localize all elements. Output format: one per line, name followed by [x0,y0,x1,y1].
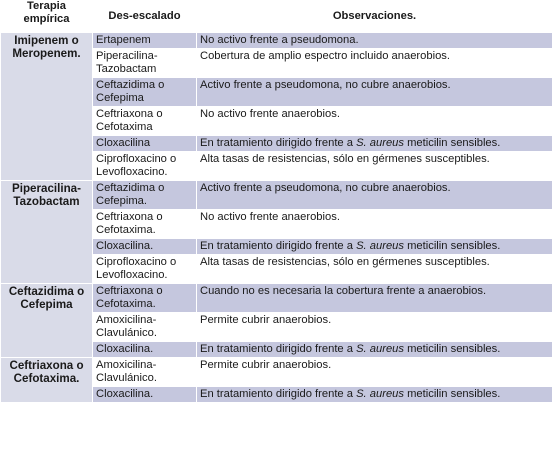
drug-cell: Ceftriaxona o Cefotaxima. [93,210,197,239]
observation-cell: En tratamiento dirigido frente a S. aureus meticilin sensibles. [197,342,552,358]
drug-cell: Ceftazidima o Cefepima. [93,181,197,210]
drug-cell: Amoxicilina-Clavulánico. [93,313,197,342]
observation-cell: Alta tasas de resistencias, sólo en gérmenes susceptibles. [197,152,552,181]
observation-cell: Permite cubrir anaerobios. [197,313,552,342]
observation-cell: Cobertura de amplio espectro incluido anaerobios. [197,49,552,78]
drug-cell: Ceftriaxona o Cefotaxima [93,107,197,136]
drug-cell: Ciprofloxacino o Levofloxacino. [93,152,197,181]
drug-cell: Ceftazidima o Cefepima [93,78,197,107]
header-therapy: Terapia empírica [1,0,93,33]
table-row [1,33,552,49]
observation-cell: Alta tasas de resistencias, sólo en gérmenes susceptibles. [197,255,552,284]
drug-cell: Piperacilina-Tazobactam [93,49,197,78]
observation-cell: No activo frente a pseudomona. [197,33,552,49]
drug-cell: Cloxacilina. [93,387,197,403]
header-row [1,0,552,33]
header-deescalation: Des-escalado [93,0,197,33]
group-imipenem: Imipenem o Meropenem. [1,33,93,181]
drug-cell: Cloxacilina. [93,342,197,358]
table-row [1,181,552,210]
observation-cell: No activo frente anaerobios. [197,107,552,136]
table-row [1,358,552,387]
observation-cell: En tratamiento dirigido frente a S. aureus meticilin sensibles. [197,136,552,152]
table-row [1,284,552,313]
drug-cell: Ceftriaxona o Cefotaxima. [93,284,197,313]
drug-cell: Cloxacilina. [93,239,197,255]
drug-cell: Cloxacilina [93,136,197,152]
observation-cell: Activo frente a pseudomona, no cubre anaerobios. [197,78,552,107]
header-observations: Observaciones. [197,0,552,33]
observation-cell: Cuando no es necesaria la cobertura frente a anaerobios. [197,284,552,313]
observation-cell: En tratamiento dirigido frente a S. aureus meticilin sensibles. [197,387,552,403]
observation-cell: En tratamiento dirigido frente a S. aureus meticilin sensibles. [197,239,552,255]
group-ceftriaxona: Ceftriaxona o Cefotaxima. [1,358,93,403]
group-piperacilina: Piperacilina-Tazobactam [1,181,93,284]
observation-cell: No activo frente anaerobios. [197,210,552,239]
drug-cell: Ciprofloxacino o Levofloxacino. [93,255,197,284]
group-ceftazidima: Ceftazidima o Cefepima [1,284,93,358]
drug-cell: Amoxicilina-Clavulánico. [93,358,197,387]
observation-cell: Permite cubrir anaerobios. [197,358,552,387]
drug-cell: Ertapenem [93,33,197,49]
observation-cell: Activo frente a pseudomona, no cubre anaerobios. [197,181,552,210]
